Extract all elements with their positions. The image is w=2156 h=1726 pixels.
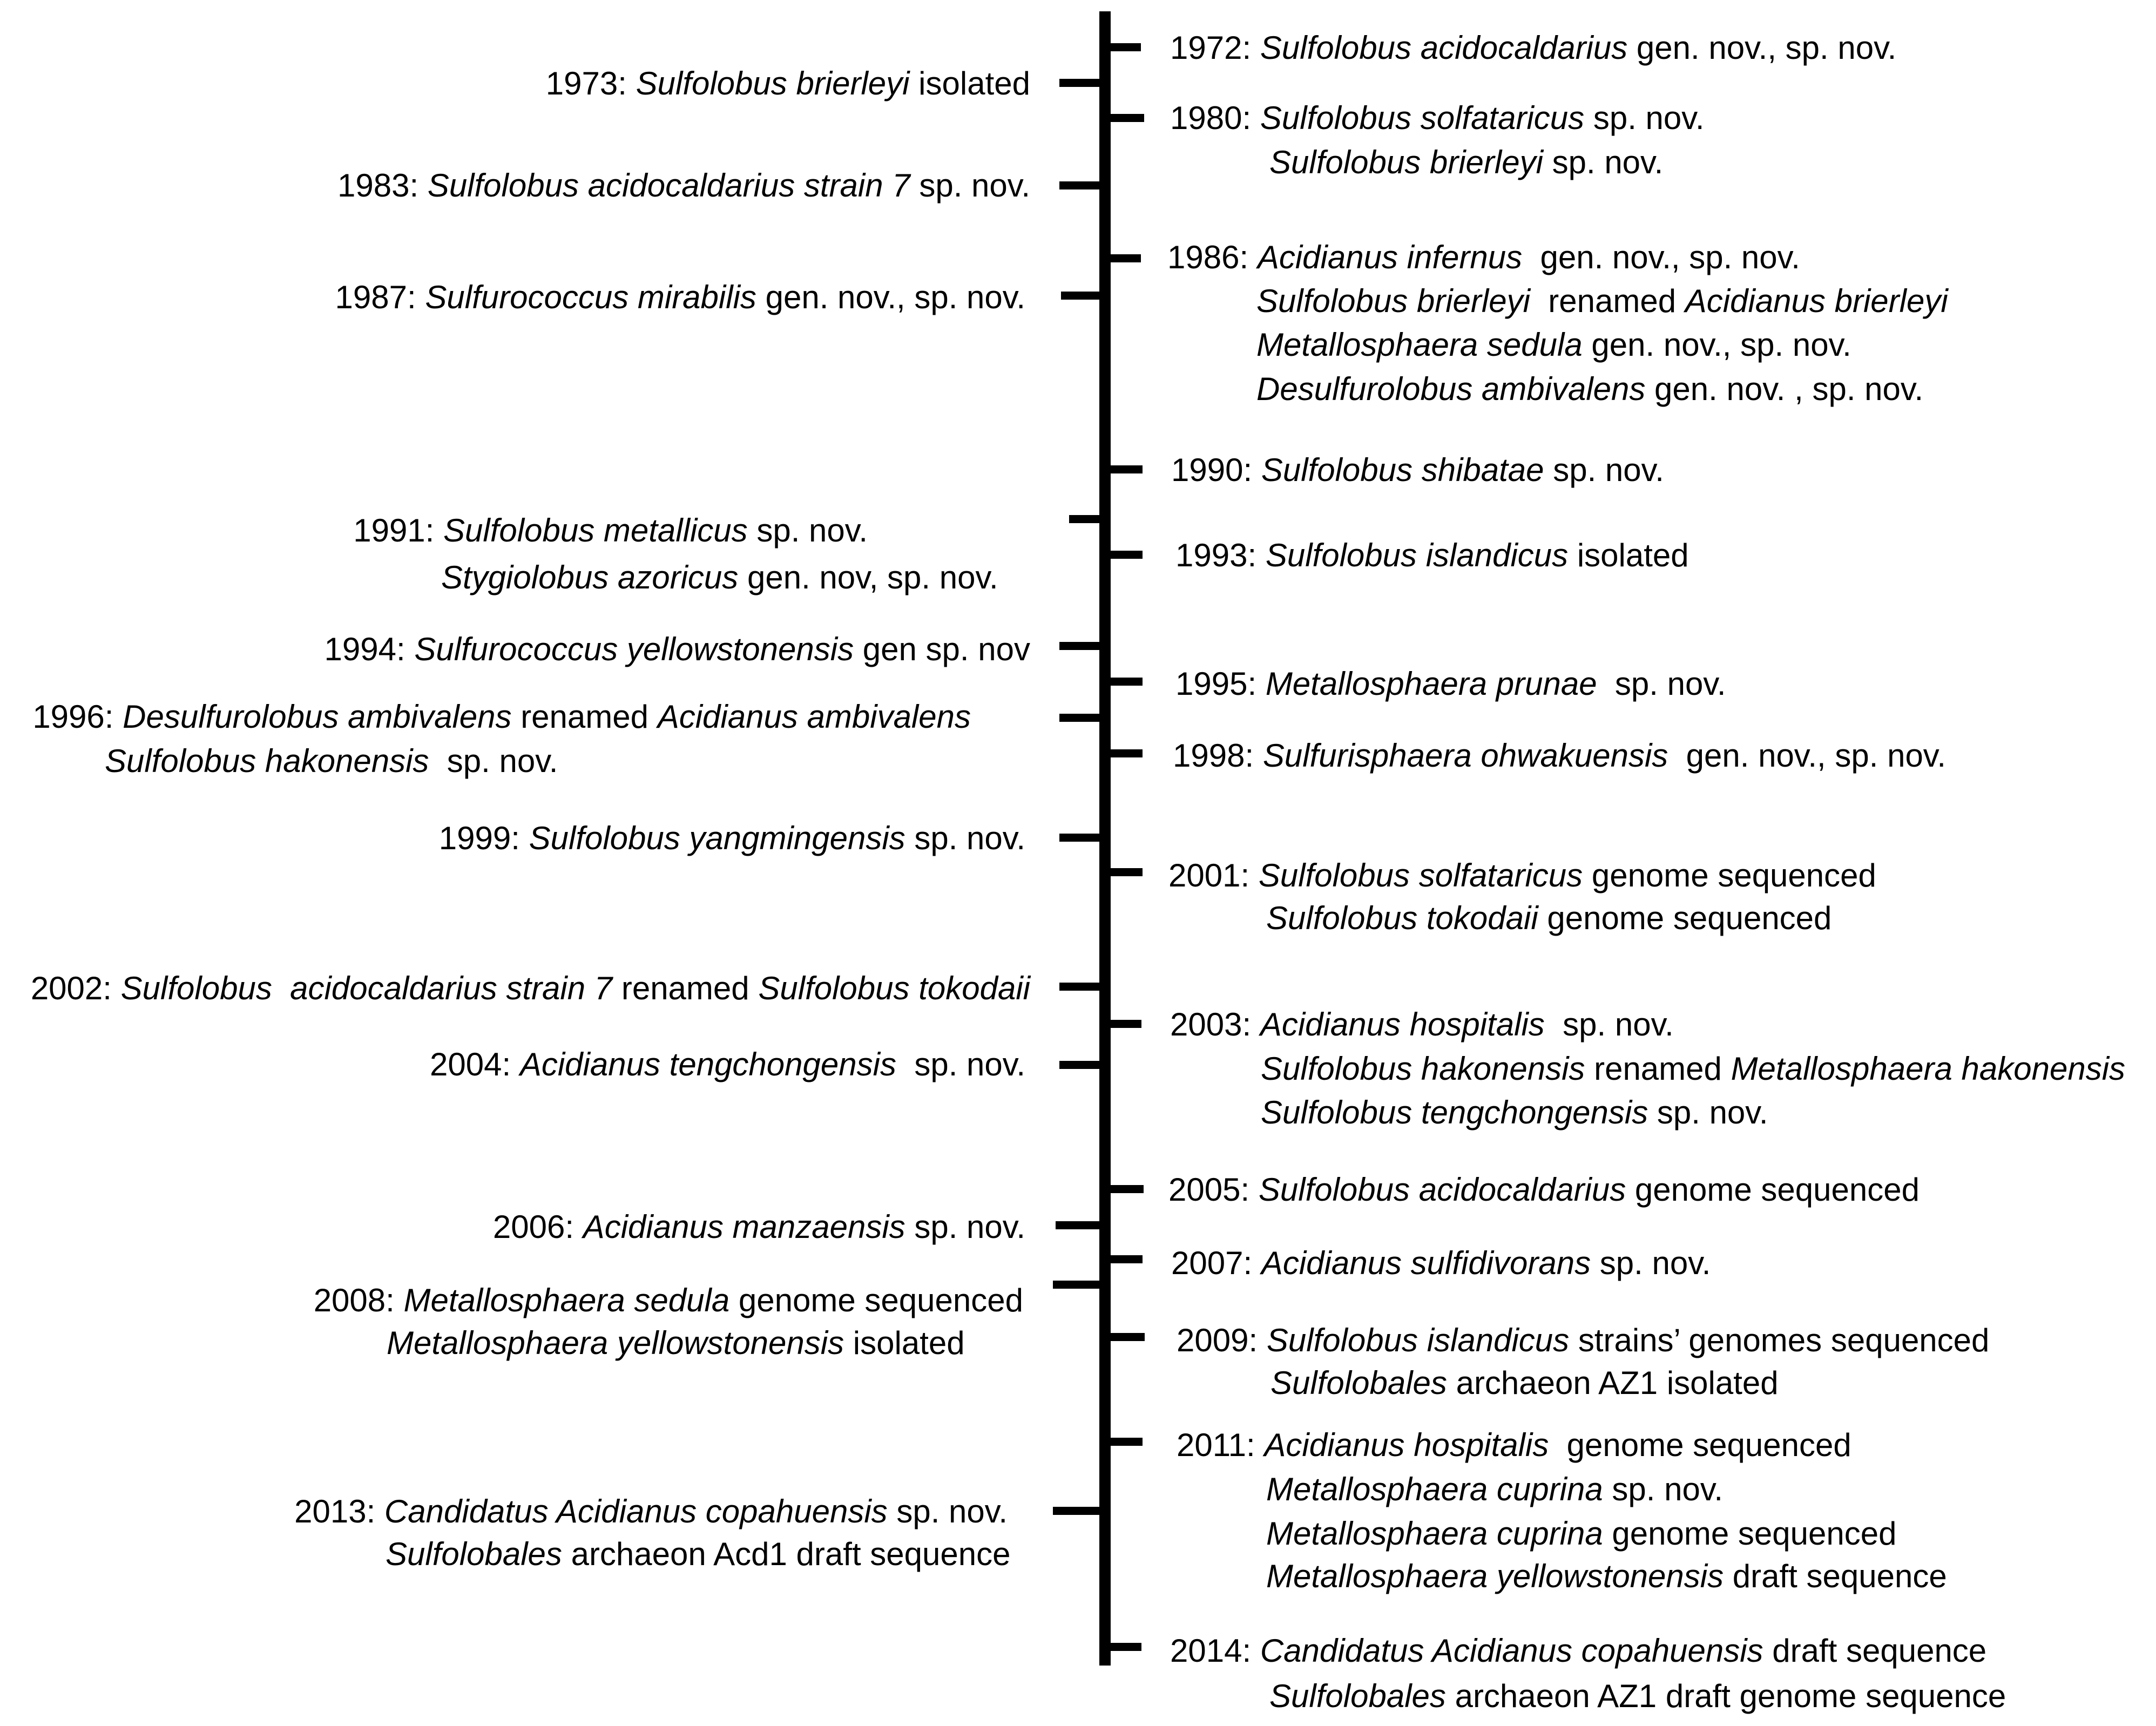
species-name: Metallosphaera yellowstonensis (387, 1325, 844, 1361)
entry-headline (1173, 734, 1946, 777)
left-tick (1059, 1061, 1100, 1069)
species-name: Metallosphaera sedula (403, 1282, 730, 1318)
entry-text: gen. nov., sp. nov. (1522, 239, 1800, 275)
entry-text: draft sequence (1724, 1558, 1947, 1594)
entry-text: genome sequenced (1538, 900, 1832, 936)
entry-text: genome sequenced (729, 1282, 1023, 1318)
entry-text: gen. nov., sp. nov. (1668, 737, 1947, 774)
species-name: Sulfolobus yangmingensis (529, 820, 905, 856)
left-tick (1059, 714, 1100, 722)
entry-continuation (387, 1321, 965, 1365)
right-tick (1111, 114, 1144, 122)
species-name: Desulfurolobus ambivalens (1256, 371, 1646, 407)
species-name: Acidianus hospitalis (1260, 1006, 1545, 1043)
entry-headline (1171, 1241, 1711, 1285)
entry-text: 2014: (1170, 1633, 1260, 1669)
entry-text: 2004: (430, 1046, 520, 1082)
species-name: Sulfolobus metallicus (443, 512, 748, 549)
entry-text: sp. nov. (1597, 666, 1726, 702)
entry-continuation (1256, 323, 1851, 367)
species-name: Metallosphaera yellowstonensis (1266, 1558, 1724, 1594)
entry-text: sp. nov. (747, 512, 868, 549)
entry-text: 1980: (1170, 100, 1260, 136)
entry-text: isolated (844, 1325, 965, 1361)
entry-text: sp. nov. (1544, 1006, 1674, 1043)
species-name: Sulfolobus hakonensis (1261, 1051, 1585, 1087)
entry-headline (31, 966, 1030, 1010)
species-name: Desulfurolobus ambivalens (123, 699, 512, 735)
species-name: Sulfolobus acidocaldarius strain 7 (427, 167, 910, 204)
entry-continuation (441, 556, 998, 599)
entry-headline (337, 164, 1030, 207)
entry-text: gen. nov. , sp. nov. (1645, 371, 1924, 407)
entry-headline (314, 1278, 1023, 1322)
right-tick (1111, 1333, 1145, 1341)
entry-text: gen. nov., sp. nov. (1582, 327, 1851, 363)
left-tick (1053, 1507, 1100, 1515)
species-name: Sulfolobus acidocaldarius strain 7 (120, 970, 613, 1006)
entry-text: isolated (1568, 537, 1689, 573)
species-name: Metallosphaera hakonensis (1731, 1051, 2126, 1087)
species-name: Sulfolobus solfataricus (1258, 857, 1583, 894)
species-name: Acidianus ambivalens (657, 699, 971, 735)
species-name: Sulfolobus tokodaii (758, 970, 1030, 1006)
entry-headline (1170, 1629, 1986, 1673)
right-tick (1111, 254, 1141, 262)
species-name: Acidianus infernus (1257, 239, 1523, 275)
entry-text: 1983: (337, 167, 428, 204)
entry-text: gen. nov., sp. nov. (1627, 30, 1897, 66)
entry-text: genome sequenced (1626, 1172, 1920, 1208)
entry-text: sp. nov. (1603, 1471, 1724, 1507)
entry-text: genome sequenced (1603, 1515, 1897, 1552)
species-name: Sulfolobus tengchongensis (1261, 1094, 1648, 1131)
species-name: Sulfolobus hakonensis (105, 743, 429, 779)
entry-text: 2011: (1177, 1427, 1265, 1463)
species-name: Acidianus tengchongensis (519, 1046, 896, 1082)
entry-text: gen sp. nov (854, 631, 1030, 667)
species-name: Sulfolobus solfataricus (1260, 100, 1585, 136)
right-tick (1111, 868, 1143, 876)
entry-headline (1177, 1318, 1989, 1362)
species-name: Sulfolobales (1270, 1365, 1447, 1401)
entry-headline (1168, 854, 1876, 897)
entry-text: renamed (511, 699, 658, 735)
entry-headline (430, 1043, 1025, 1086)
entry-text: 1972: (1170, 30, 1260, 66)
left-tick (1059, 181, 1100, 189)
entry-headline (493, 1205, 1025, 1249)
species-name: Sulfolobales (386, 1536, 562, 1572)
species-name: Sulfolobus tokodaii (1266, 900, 1538, 936)
left-tick (1053, 1281, 1100, 1289)
entry-text: 1987: (335, 279, 425, 315)
entry-text: 1994: (324, 631, 415, 667)
entry-headline (1170, 1003, 1674, 1046)
entry-text: sp. nov. (1543, 144, 1664, 180)
entry-text: archaeon AZ1 draft genome sequence (1445, 1678, 2006, 1714)
entry-headline (1177, 1423, 1851, 1467)
species-name: Candidatus Acidianus copahuensis (384, 1493, 888, 1529)
species-name: Sulfolobus acidocaldarius (1260, 30, 1628, 66)
entry-headline (1168, 1168, 1920, 1211)
left-tick (1059, 642, 1100, 650)
species-name: Acidianus hospitalis (1264, 1427, 1549, 1463)
entry-text: draft sequence (1763, 1633, 1987, 1669)
entry-text: 1993: (1175, 537, 1266, 573)
entry-text: gen. nov, sp. nov. (738, 559, 998, 595)
right-tick (1111, 1643, 1141, 1651)
entry-continuation (386, 1532, 1011, 1576)
right-tick (1111, 1438, 1143, 1446)
species-name: Sulfolobus islandicus (1266, 1322, 1570, 1358)
right-tick (1111, 1020, 1141, 1028)
species-name: Sulfolobus brierleyi (1269, 144, 1543, 180)
entry-continuation (1269, 1674, 2006, 1718)
entry-text: genome sequenced (1549, 1427, 1851, 1463)
species-name: Candidatus Acidianus copahuensis (1260, 1633, 1763, 1669)
timeline-axis (1099, 11, 1111, 1666)
entry-text: 2002: (30, 970, 121, 1006)
species-name: Sulfurococcus yellowstonensis (414, 631, 854, 667)
species-name: Sulfolobus brierleyi (636, 65, 910, 101)
right-tick (1111, 1255, 1143, 1263)
entry-text: sp. nov. (1591, 1245, 1711, 1281)
species-name: Metallosphaera sedula (1256, 327, 1583, 363)
species-name: Sulfurisphaera ohwakuensis (1262, 737, 1668, 774)
entry-continuation (1261, 1091, 1768, 1134)
entry-text: 1998: (1173, 737, 1263, 774)
species-name: Acidianus sulfidivorans (1261, 1245, 1591, 1281)
left-tick (1056, 1221, 1100, 1229)
right-tick (1111, 678, 1143, 686)
entry-text: sp. nov. (429, 743, 558, 779)
entry-text: sp. nov. (905, 820, 1025, 856)
entry-text: sp. nov. (905, 1209, 1025, 1245)
entry-text: 2009: (1177, 1322, 1267, 1358)
entry-text: sp. nov. (896, 1046, 1025, 1082)
entry-text: 2013: (294, 1493, 384, 1529)
entry-headline (335, 275, 1025, 319)
species-name: Metallosphaera cuprina (1266, 1515, 1603, 1552)
entry-text: renamed (612, 970, 759, 1006)
entry-text: 1973: (545, 65, 636, 101)
entry-continuation (1266, 1512, 1896, 1555)
entry-headline (325, 627, 1030, 671)
species-name: Stygiolobus azoricus (441, 559, 739, 595)
entry-headline (1170, 96, 1705, 140)
entry-text: 2001: (1168, 857, 1259, 894)
entry-text: sp. nov. (910, 167, 1030, 204)
entry-text: strains’ genomes sequenced (1569, 1322, 1990, 1358)
entry-headline (1175, 662, 1726, 706)
entry-headline (32, 695, 971, 739)
entry-text: 2003: (1170, 1006, 1260, 1043)
entry-headline (294, 1490, 1008, 1533)
right-tick (1111, 551, 1143, 559)
entry-continuation (1256, 367, 1923, 411)
entry-text: 2006: (492, 1209, 583, 1245)
left-tick (1059, 983, 1100, 991)
entry-text: archaeon AZ1 isolated (1447, 1365, 1779, 1401)
entry-text: 1999: (438, 820, 529, 856)
entry-text: 1990: (1171, 452, 1261, 488)
entry-text: renamed (1530, 283, 1685, 319)
entry-headline (1167, 235, 1800, 279)
left-tick (1061, 292, 1100, 300)
entry-headline (1170, 26, 1896, 70)
entry-text: 1991: (353, 512, 444, 549)
entry-text: sp. nov. (1648, 1094, 1768, 1131)
entry-continuation (1261, 1047, 2125, 1091)
species-name: Sulfolobales (1269, 1678, 1446, 1714)
left-tick (1059, 834, 1100, 842)
entry-text: 2008: (313, 1282, 404, 1318)
species-name: Acidianus brierleyi (1685, 283, 1948, 319)
entry-continuation (1266, 896, 1831, 940)
right-tick (1111, 1185, 1144, 1193)
species-name: Sulfolobus brierleyi (1256, 283, 1530, 319)
entry-text: 1995: (1175, 666, 1266, 702)
entry-text: sp. nov. (1584, 100, 1705, 136)
entry-headline (546, 62, 1030, 105)
entry-continuation (1266, 1467, 1723, 1511)
entry-text: 1986: (1167, 239, 1258, 275)
entry-text: sp. nov. (1544, 452, 1664, 488)
entry-text: archaeon Acd1 draft sequence (562, 1536, 1011, 1572)
entry-continuation (1269, 140, 1663, 184)
right-tick (1111, 465, 1143, 473)
left-tick (1069, 515, 1100, 523)
species-name: Acidianus manzaensis (583, 1209, 905, 1245)
entry-text: genome sequenced (1583, 857, 1876, 894)
entry-text: 2007: (1171, 1245, 1261, 1281)
species-name: Metallosphaera prunae (1265, 666, 1597, 702)
left-tick (1059, 79, 1100, 87)
entry-continuation (1256, 279, 1948, 323)
entry-text: gen. nov., sp. nov. (756, 279, 1025, 315)
entry-continuation (1270, 1361, 1779, 1405)
entry-headline (439, 816, 1025, 860)
entry-text: 2005: (1168, 1172, 1259, 1208)
species-name: Metallosphaera cuprina (1266, 1471, 1603, 1507)
species-name: Sulfolobus acidocaldarius (1258, 1172, 1626, 1208)
right-tick (1111, 43, 1141, 51)
entry-text: sp. nov. (887, 1493, 1008, 1529)
entry-headline (353, 509, 868, 552)
entry-headline (1171, 448, 1664, 492)
right-tick (1111, 749, 1143, 757)
species-name: Sulfolobus islandicus (1265, 537, 1569, 573)
entry-text: isolated (909, 65, 1030, 101)
entry-text: 1996: (32, 699, 123, 735)
species-name: Sulfolobus shibatae (1261, 452, 1544, 488)
species-name: Sulfurococcus mirabilis (425, 279, 756, 315)
entry-headline (1175, 533, 1689, 577)
entry-continuation (105, 739, 558, 783)
entry-text: renamed (1585, 1051, 1731, 1087)
entry-continuation (1266, 1554, 1947, 1598)
